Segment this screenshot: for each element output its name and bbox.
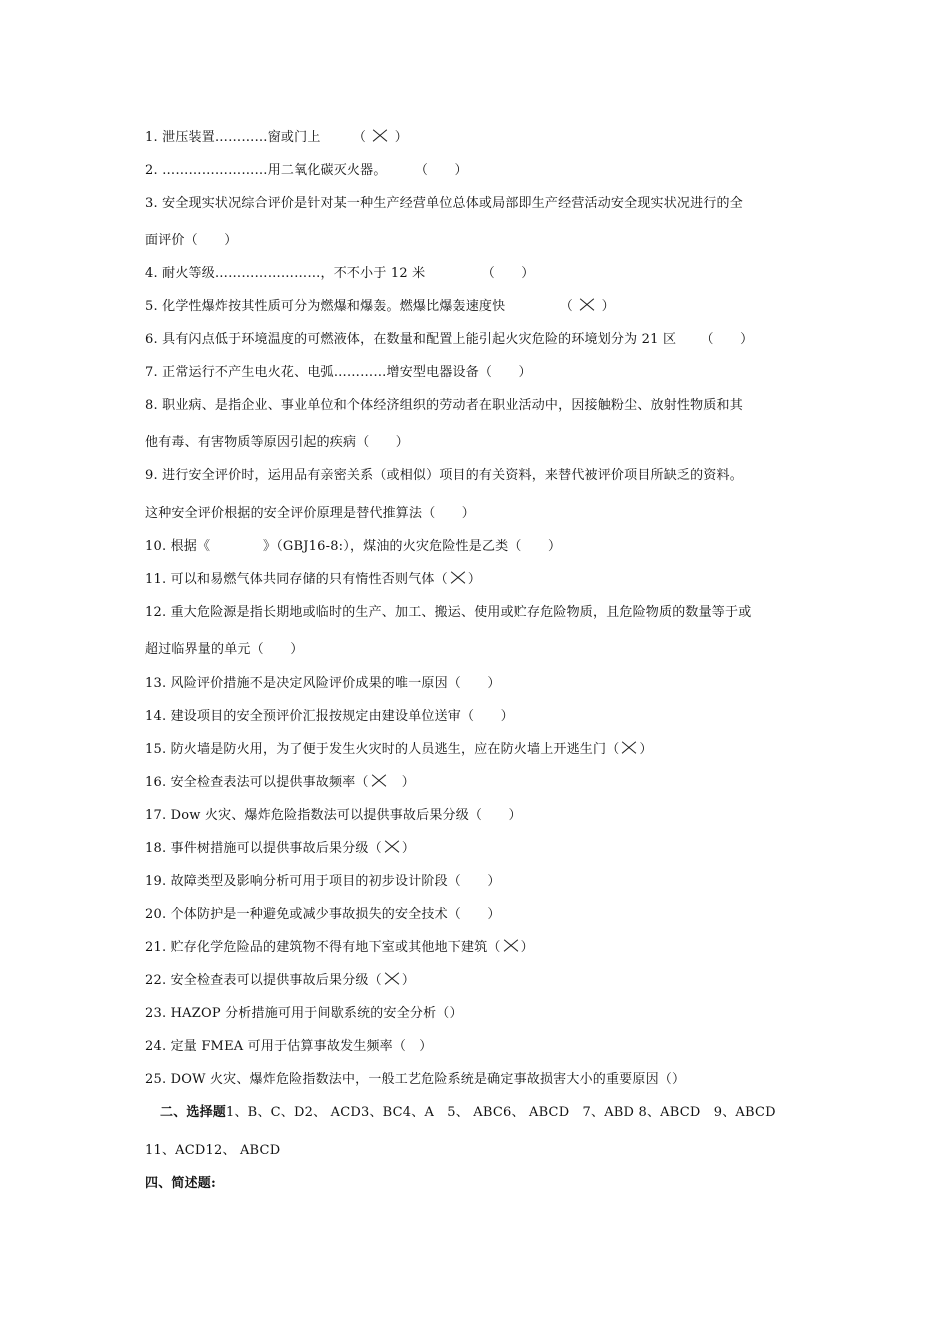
cross-mark-icon — [621, 741, 637, 755]
question-24: 24. 定量 FMEA 可用于估算事故发生频率（ ） — [145, 1039, 433, 1054]
question-20: 20. 个体防护是一种避免或减少事故损失的安全技术（ ） — [145, 907, 501, 922]
answer-bracket: （ ） — [414, 163, 468, 178]
bracket-close: ） — [401, 973, 416, 988]
question-3: 3. 安全现实状况综合评价是针对某一种生产经营单位总体或局部即生产经营活动安全现实状况进行的全 — [145, 196, 743, 211]
bracket-close: ） — [388, 775, 416, 790]
question-1 — [145, 129, 825, 147]
bracket-close: ） — [639, 742, 653, 757]
question-7: 7. 正常运行不产生电火花、电弧…………增安型电器设备（ ） — [145, 365, 532, 380]
bracket-close: ） — [401, 841, 416, 856]
question-8-continued: 他有毒、有害物质等原因引起的疾病（ ） — [145, 435, 410, 450]
short-answer-heading: 四、简述题: — [145, 1176, 216, 1191]
question-10: 10. 根据《 》（GBJ16-8:），煤油的火灾危险性是乙类（ ） — [145, 539, 562, 554]
question-12-continued: 超过临界量的单元（ ） — [145, 642, 304, 657]
question-text: 2. ……………………用二氧化碳灭火器。 — [145, 163, 387, 178]
question-12: 12. 重大危险源是指长期地或临时的生产、加工、搬运、使用或贮存危险物质，且危险物质的数量等于或 — [145, 605, 752, 620]
question-9-continued: 这种安全评价根据的安全评价原理是替代推算法（ ） — [145, 506, 476, 521]
answer-bracket: （ ） — [481, 266, 535, 281]
question-25: 25. DOW 火灾、爆炸危险指数法中，一般工艺危险系统是确定事故损害大小的重要原因（） — [145, 1072, 686, 1087]
question-5 — [145, 298, 825, 316]
cross-mark-icon — [503, 939, 519, 953]
choice-answer-list: 1、B、C、D2、 ACD3、BC4、A 5、 ABC6、 ABCD 7、ABD 8、ABCD 9、ABCD — [226, 1105, 776, 1120]
cross-mark-icon — [450, 571, 466, 585]
cross-mark-icon — [372, 129, 388, 143]
question-14: 14. 建设项目的安全预评价汇报按规定由建设单位送审（ ） — [145, 709, 514, 724]
section-heading: 二、选择题 — [160, 1105, 227, 1120]
question-3-continued: 面评价（ ） — [145, 233, 238, 248]
choice-answers — [160, 1104, 840, 1122]
question-18 — [145, 840, 825, 858]
question-4 — [145, 265, 825, 283]
question-11 — [145, 571, 825, 589]
question-text: 11. 可以和易燃气体共同存储的只有惰性否则气体（ — [145, 572, 448, 587]
question-21 — [145, 939, 825, 957]
answer-bracket: （ ） — [352, 130, 408, 145]
question-text: 4. 耐火等级……………………，不不小于 12 米 — [145, 266, 426, 281]
question-22 — [145, 972, 825, 990]
question-13: 13. 风险评价措施不是决定风险评价成果的唯一原因（ ） — [145, 676, 501, 691]
question-16 — [145, 774, 825, 792]
question-6 — [145, 331, 825, 349]
question-9: 9. 进行安全评价时，运用品有亲密关系（或相似）项目的有关资料，来替代被评价项目所缺乏的资料。 — [145, 468, 743, 483]
question-8: 8. 职业病、是指企业、事业单位和个体经济组织的劳动者在职业活动中，因接触粉尘、放射性物质和其 — [145, 398, 743, 413]
question-text: 15. 防火墙是防火用，为了便于发生火灾时的人员逃生，应在防火墙上开逃生门（ — [145, 742, 620, 757]
cross-mark-icon — [371, 774, 387, 788]
question-text: 1. 泄压装置…………窗或门上 — [145, 130, 321, 145]
question-text: 18. 事件树措施可以提供事故后果分级（ — [145, 841, 382, 856]
question-text: 21. 贮存化学危险品的建筑物不得有地下室或其他地下建筑（ — [145, 940, 501, 955]
cross-mark-icon — [384, 972, 400, 986]
question-2 — [145, 162, 825, 180]
answer-bracket: （ ） — [559, 299, 615, 314]
question-17: 17. Dow 火灾、爆炸危险指数法可以提供事故后果分级（ ） — [145, 808, 522, 823]
cross-mark-icon — [384, 840, 400, 854]
bracket-close: ） — [467, 572, 482, 587]
answer-bracket: （ ） — [700, 332, 754, 347]
question-23: 23. HAZOP 分析措施可用于间歇系统的安全分析（） — [145, 1006, 463, 1021]
bracket-close: ） — [520, 940, 534, 955]
question-text: 22. 安全检查表可以提供事故后果分级（ — [145, 973, 382, 988]
cross-mark-icon — [579, 298, 595, 312]
question-text: 5. 化学性爆炸按其性质可分为燃爆和爆轰。燃爆比爆轰速度快 — [145, 299, 506, 314]
question-15 — [145, 741, 825, 759]
choice-answers-continued: 11、ACD12、 ABCD — [145, 1143, 281, 1158]
question-19: 19. 故障类型及影响分析可用于项目的初步设计阶段（ ） — [145, 874, 501, 889]
question-text: 16. 安全检查表法可以提供事故频率（ — [145, 775, 369, 790]
question-text: 6. 具有闪点低于环境温度的可燃液体，在数量和配置上能引起火灾危险的环境划分为 21 区 — [145, 332, 677, 347]
